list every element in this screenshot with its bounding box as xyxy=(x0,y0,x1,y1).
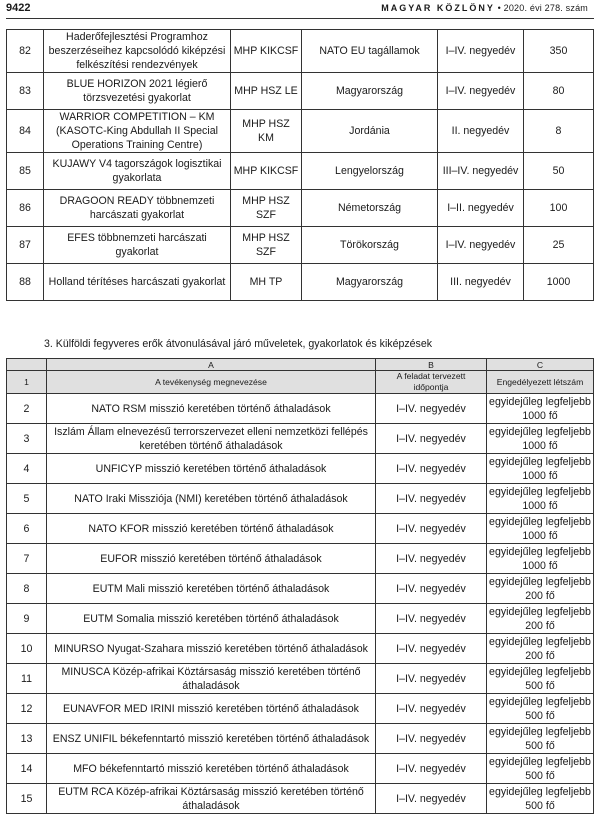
letter-cell-a: A xyxy=(47,359,376,371)
period: I–IV. negyedév xyxy=(376,544,487,574)
table-row xyxy=(7,544,594,574)
headcount: 350 xyxy=(524,30,594,73)
headcount: egyidejűleg legfeljebb 500 fő xyxy=(487,784,594,814)
activity-name: BLUE HORIZON 2021 légierő törzsvezetési gyakorlat xyxy=(44,73,231,110)
activity-name: MFO békefenntartó misszió keretében történő áthaladások xyxy=(47,754,376,784)
header-period: A feladat tervezett időpontja xyxy=(376,371,487,394)
headcount: 8 xyxy=(524,110,594,153)
activity-name: EUTM RCA Közép-afrikai Köztársaság misszió keretében történő áthaladások xyxy=(47,784,376,814)
period: I–IV. negyedév xyxy=(376,514,487,544)
headcount: 80 xyxy=(524,73,594,110)
activity-name: NATO Iraki Missziója (NMI) keretében történő áthaladások xyxy=(47,484,376,514)
row-number: 85 xyxy=(7,153,44,190)
headcount: egyidejűleg legfeljebb 1000 fő xyxy=(487,484,594,514)
table-row xyxy=(7,394,594,424)
period: I–IV. negyedév xyxy=(376,454,487,484)
activity-name: KUJAWY V4 tagországok logisztikai gyakorlata xyxy=(44,153,231,190)
header-activity: A tevékenység megnevezése xyxy=(47,371,376,394)
page-number: 9422 xyxy=(6,2,31,14)
period: I–IV. negyedév xyxy=(376,394,487,424)
header-separator: • xyxy=(497,3,504,13)
table-row xyxy=(7,514,594,544)
table-row xyxy=(7,784,594,814)
activity-name: ENSZ UNIFIL békefenntartó misszió keretében történő áthaladások xyxy=(47,724,376,754)
headcount: 100 xyxy=(524,190,594,227)
period: I–IV. negyedév xyxy=(376,424,487,454)
table-row xyxy=(7,604,594,634)
table-row xyxy=(7,424,594,454)
period: I–IV. negyedév xyxy=(376,784,487,814)
row-number: 83 xyxy=(7,73,44,110)
publication-name: MAGYAR KÖZLÖNY xyxy=(381,3,495,13)
activity-name: DRAGOON READY többnemzeti harcászati gyakorlat xyxy=(44,190,231,227)
header-count: Engedélyezett létszám xyxy=(487,371,594,394)
table-row xyxy=(7,264,594,301)
activity-name: EUTM Mali misszió keretében történő áthaladások xyxy=(47,574,376,604)
period: I–IV. negyedév xyxy=(376,604,487,634)
period: I–IV. negyedév xyxy=(438,30,524,73)
headcount: egyidejűleg legfeljebb 1000 fő xyxy=(487,544,594,574)
row-number: 10 xyxy=(7,634,47,664)
country: NATO EU tagállamok xyxy=(302,30,438,73)
row-number: 88 xyxy=(7,264,44,301)
headcount: egyidejűleg legfeljebb 500 fő xyxy=(487,694,594,724)
table-row xyxy=(7,634,594,664)
activity-name: EFES többnemzeti harcászati gyakorlat xyxy=(44,227,231,264)
page-header xyxy=(6,0,594,20)
row-number: 8 xyxy=(7,574,47,604)
period: III–IV. negyedév xyxy=(438,153,524,190)
row-number: 15 xyxy=(7,784,47,814)
row-number: 87 xyxy=(7,227,44,264)
row-number: 82 xyxy=(7,30,44,73)
organizer: MHP KIKCSF xyxy=(231,30,302,73)
table-row xyxy=(7,664,594,694)
headcount: egyidejűleg legfeljebb 1000 fő xyxy=(487,424,594,454)
organizer: MHP HSZ SZF xyxy=(231,227,302,264)
table-row xyxy=(7,574,594,604)
headcount: 50 xyxy=(524,153,594,190)
table-row xyxy=(7,454,594,484)
period: I–IV. negyedév xyxy=(438,73,524,110)
activity-name: UNFICYP misszió keretében történő áthaladások xyxy=(47,454,376,484)
row-number: 12 xyxy=(7,694,47,724)
headcount: egyidejűleg legfeljebb 200 fő xyxy=(487,634,594,664)
letter-cell-c: C xyxy=(487,359,594,371)
activity-name: EUNAVFOR MED IRINI misszió keretében történő áthaladások xyxy=(47,694,376,724)
headcount: egyidejűleg legfeljebb 1000 fő xyxy=(487,394,594,424)
section-3-title: 3. Külföldi fegyveres erők átvonulásával járó műveletek, gyakorlatok és kiképzések xyxy=(44,338,433,350)
organizer: MHP HSZ SZF xyxy=(231,190,302,227)
column-header-row xyxy=(7,371,594,394)
activity-name: Holland térítéses harcászati gyakorlat xyxy=(44,264,231,301)
organizer: MHP HSZ KM xyxy=(231,110,302,153)
headcount: egyidejűleg legfeljebb 200 fő xyxy=(487,604,594,634)
country: Törökország xyxy=(302,227,438,264)
activity-name: MINUSCA Közép-afrikai Köztársaság misszió keretében történő áthaladások xyxy=(47,664,376,694)
row-number: 4 xyxy=(7,454,47,484)
table-row xyxy=(7,227,594,264)
row-number: 13 xyxy=(7,724,47,754)
headcount: egyidejűleg legfeljebb 500 fő xyxy=(487,724,594,754)
row-number: 9 xyxy=(7,604,47,634)
row-number: 6 xyxy=(7,514,47,544)
period: I–IV. negyedév xyxy=(376,754,487,784)
headcount: egyidejűleg legfeljebb 500 fő xyxy=(487,754,594,784)
row-number: 7 xyxy=(7,544,47,574)
letter-cell-b: B xyxy=(376,359,487,371)
organizer: MHP KIKCSF xyxy=(231,153,302,190)
period: I–IV. negyedév xyxy=(376,724,487,754)
period: I–IV. negyedév xyxy=(376,484,487,514)
table-row xyxy=(7,153,594,190)
table-row xyxy=(7,110,594,153)
table-row xyxy=(7,73,594,110)
headcount: egyidejűleg legfeljebb 500 fő xyxy=(487,664,594,694)
period: II. negyedév xyxy=(438,110,524,153)
organizer: MHP HSZ LE xyxy=(231,73,302,110)
letter-cell-empty xyxy=(7,359,47,371)
headcount: egyidejűleg legfeljebb 1000 fő xyxy=(487,514,594,544)
table-row xyxy=(7,190,594,227)
table-row xyxy=(7,30,594,73)
period: I–IV. negyedév xyxy=(376,574,487,604)
activity-name: EUFOR misszió keretében történő áthaladások xyxy=(47,544,376,574)
row-number: 86 xyxy=(7,190,44,227)
period: I–IV. negyedév xyxy=(376,634,487,664)
header-num-cell: 1 xyxy=(7,371,47,394)
period: I–IV. negyedév xyxy=(438,227,524,264)
country: Magyarország xyxy=(302,264,438,301)
country: Lengyelország xyxy=(302,153,438,190)
table-row xyxy=(7,694,594,724)
row-number: 14 xyxy=(7,754,47,784)
activity-name: NATO KFOR misszió keretében történő áthaladások xyxy=(47,514,376,544)
activities-table xyxy=(6,29,594,301)
activity-name: MINURSO Nyugat-Szahara misszió keretében történő áthaladások xyxy=(47,634,376,664)
activity-name: Iszlám Állam elnevezésű terrorszervezet elleni nemzetközi fellépés keretében történő áthaladások xyxy=(47,424,376,454)
period: I–IV. negyedév xyxy=(376,664,487,694)
table-row xyxy=(7,724,594,754)
country: Jordánia xyxy=(302,110,438,153)
country: Magyarország xyxy=(302,73,438,110)
table-row xyxy=(7,484,594,514)
row-number: 84 xyxy=(7,110,44,153)
headcount: 25 xyxy=(524,227,594,264)
column-letter-row xyxy=(7,359,594,371)
row-number: 5 xyxy=(7,484,47,514)
country: Németország xyxy=(302,190,438,227)
transit-table xyxy=(6,358,594,814)
header-rule xyxy=(6,18,594,19)
header-right xyxy=(381,3,588,13)
activity-name: WARRIOR COMPETITION – KM (KASOTC-King Abdullah II Special Operations Training Centre) xyxy=(44,110,231,153)
table-row xyxy=(7,754,594,784)
period: I–II. negyedév xyxy=(438,190,524,227)
headcount: 1000 xyxy=(524,264,594,301)
period: III. negyedév xyxy=(438,264,524,301)
period: I–IV. negyedév xyxy=(376,694,487,724)
activity-name: EUTM Somalia misszió keretében történő áthaladások xyxy=(47,604,376,634)
issue-label: 2020. évi 278. szám xyxy=(503,3,588,13)
row-number: 3 xyxy=(7,424,47,454)
organizer: MH TP xyxy=(231,264,302,301)
row-number: 11 xyxy=(7,664,47,694)
headcount: egyidejűleg legfeljebb 1000 fő xyxy=(487,454,594,484)
activity-name: Haderőfejlesztési Programhoz beszerzéseihez kapcsolódó kiképzési felkészítési rendezvények xyxy=(44,30,231,73)
activity-name: NATO RSM misszió keretében történő áthaladások xyxy=(47,394,376,424)
headcount: egyidejűleg legfeljebb 200 fő xyxy=(487,574,594,604)
row-number: 2 xyxy=(7,394,47,424)
